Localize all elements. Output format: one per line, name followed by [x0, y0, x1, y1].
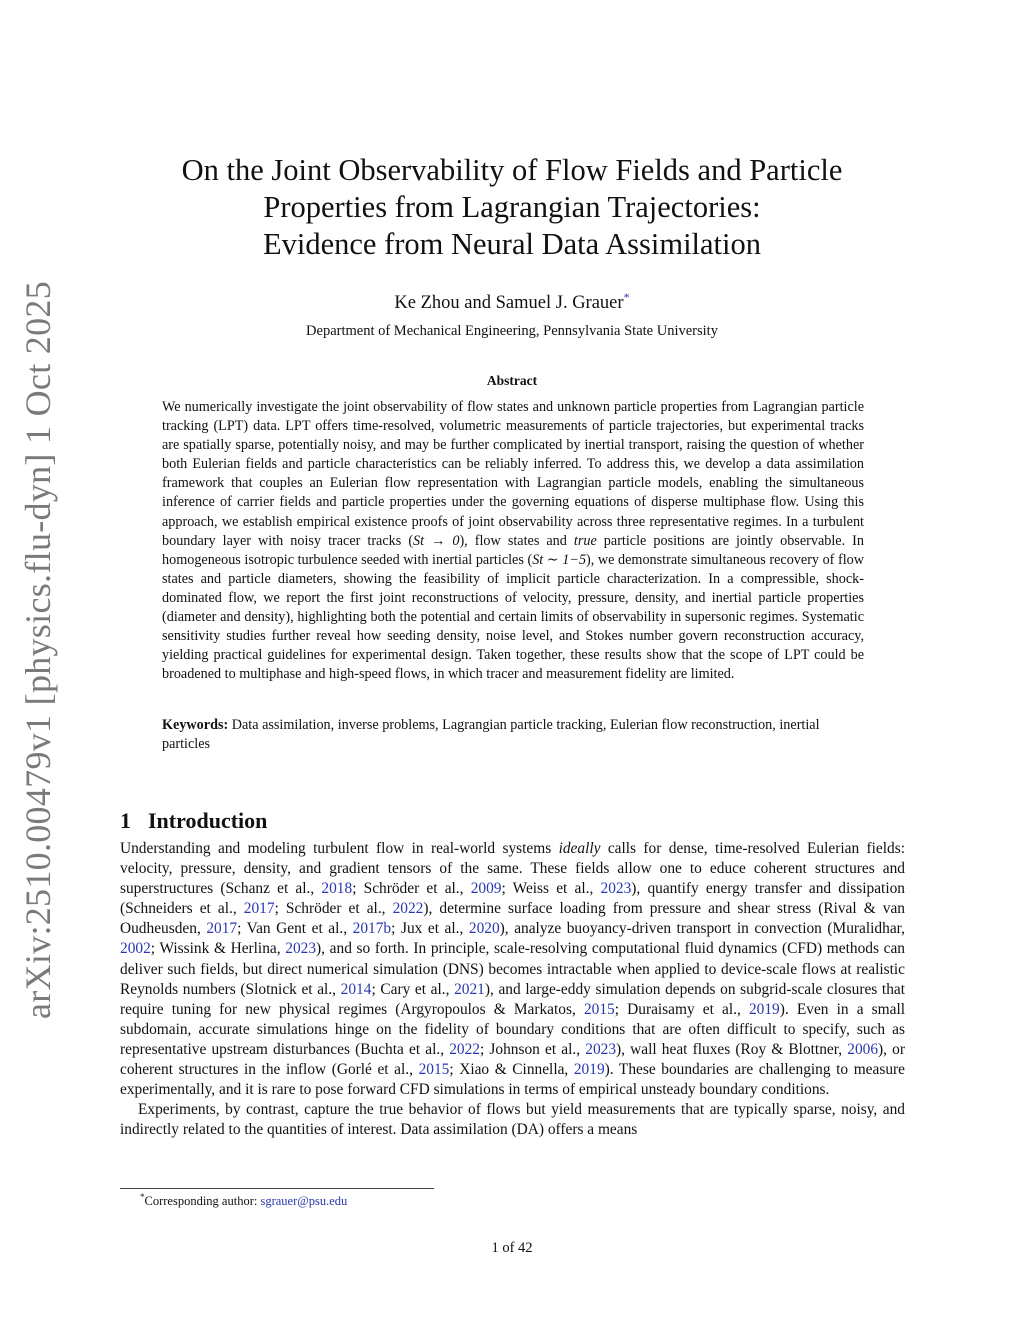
author-names: Ke Zhou and Samuel J. Grauer: [394, 293, 624, 314]
footnote: [140, 1192, 347, 1209]
title-line: On the Joint Observability of Flow Fields and Particle: [181, 153, 843, 187]
title-line: Properties from Lagrangian Trajectories:: [263, 190, 761, 224]
citation-link[interactable]: 2023: [585, 1040, 617, 1058]
citation-link[interactable]: 2022: [449, 1040, 480, 1058]
text-run: ; Duraisamy et al.,: [614, 1000, 749, 1018]
introduction-body: [120, 839, 905, 1140]
text-run: ), wall heat fluxes (Roy & Blottner,: [616, 1040, 848, 1058]
citation-link[interactable]: 2006: [847, 1040, 879, 1058]
paragraph: Experiments, by contrast, capture the true behavior of flows but yield measurements that are typically sparse, noisy, and indirectly related to the quantities of interest. Data assimilation (DA) offers a means: [120, 1101, 905, 1139]
abstract-body: [162, 398, 864, 684]
emphasis-ideally: ideally: [558, 840, 601, 857]
text-run: Understanding and modeling turbulent flow in real-world systems: [120, 840, 559, 857]
citation-link[interactable]: 2021: [454, 980, 485, 998]
citation-link[interactable]: 2017: [243, 900, 275, 918]
keywords: [162, 716, 864, 754]
citation-link[interactable]: 2018: [321, 880, 353, 898]
text-run: ; Xiao & Cinnella,: [449, 1061, 574, 1079]
text-run: ), analyze buoyancy-driven transport in convection (Muralidhar,: [499, 920, 905, 938]
keywords-label: Keywords:: [162, 717, 229, 733]
text-run: ), and large-eddy simulation depends on subgrid-scale closures that require tuning for new physical regimes (Argyropoulos & Markatos,: [120, 980, 906, 1018]
footnote-label: Corresponding author:: [144, 1194, 261, 1209]
citation-link[interactable]: 2023: [285, 940, 317, 958]
title-line: Evidence from Neural Data Assimilation: [262, 227, 762, 261]
citation-link[interactable]: 2015: [583, 1000, 615, 1018]
citation-link[interactable]: 2023: [600, 880, 632, 898]
section-title: Introduction: [148, 808, 268, 833]
text-run: ). These boundaries are challenging to measure experimentally, and it is rare to pose forward CFD simulations in terms of empirical unsteady boundary conditions.: [120, 1061, 905, 1099]
citation-link[interactable]: 2020: [468, 920, 500, 938]
citation-link[interactable]: 2019: [748, 1000, 780, 1018]
section-number: 1: [120, 808, 131, 833]
text-run: ; Jux et al.,: [391, 920, 469, 938]
page-number: 1 of 42: [491, 1240, 533, 1256]
paper-title: [120, 152, 904, 263]
arxiv-stamp-container: [0, 0, 62, 1325]
text-run: calls for dense, time-resolved Eulerian fields: velocity, pressure, density, and gradient tensors of the same. These fields allow one to educe coherent structures and superstructures (Schanz et al.,: [120, 840, 905, 898]
email-link[interactable]: sgrauer@psu.edu: [260, 1194, 348, 1209]
emphasis-true: true: [573, 532, 597, 549]
citation-link[interactable]: 2015: [418, 1061, 450, 1079]
text-run: ; Wissink & Herlina,: [150, 940, 286, 958]
abstract-text: We numerically investigate the joint observability of flow states and unknown particle properties from Lagrangian particle tracking (LPT) data. LPT offers time-resolved, volumetric measurements of particle trajectories, but experimental tracks are spatially sparse, potentially noisy, and may be further complicated by inertial transport, raising the question of whether both Eulerian fields and particle characteristics can be reliably inferred. To address this, we develop a data assimilation framework that couples an Eulerian flow representation with Lagrangian particle models, enabling the simultaneous inference of carrier fields and particle properties under the governing equations of disperse multiphase flow. Using this approach, we establish empirical existence proofs of joint observability across three representative regimes. In a turbulent boundary layer with noisy tracer tracks (: [162, 399, 864, 549]
arxiv-stamp: arXiv:2510.00479v1 [physics.flu-dyn] 1 Oct 2025: [18, 280, 58, 1020]
abstract-text: ), we demonstrate simultaneous recovery of flow states and particle diameters, showing the feasibility of implicit particle characterization. In a compressible, shock-dominated flow, we report the first joint reconstructions of velocity, pressure, density, and inertial particle properties (diameter and density), highlighting both the potential and certain limits of observability in supersonic regimes. Systematic sensitivity studies further reveal how seeding density, noise level, and Stokes number govern reconstruction accuracy, yielding practical guidelines for experimental design. Taken together, these results show that the scope of LPT could be broadened to multiphase and high-speed flows, in which tracer and measurement fidelity are limited.: [162, 551, 864, 683]
math-stokes-tracer: St → 0: [413, 532, 460, 549]
citation-link[interactable]: 2014: [340, 980, 372, 998]
text-run: ; Schröder et al.,: [352, 880, 471, 898]
keywords-list: Data assimilation, inverse problems, Lagrangian particle tracking, Eulerian flow reconstruction, inertial particles: [162, 717, 820, 753]
paragraph: [120, 839, 905, 1100]
text-run: ), quantify energy transfer and dissipation (Schneiders et al.,: [120, 880, 906, 918]
citation-link[interactable]: 2019: [573, 1061, 605, 1079]
affiliation: Department of Mechanical Engineering, Pennsylvania State University: [306, 323, 718, 339]
text-run: ; Cary et al.,: [371, 980, 455, 998]
text-run: ), determine surface loading from pressure and shear stress (Rival & van Oudheusden,: [120, 900, 905, 938]
text-run: ; Weiss et al.,: [501, 880, 601, 898]
text-run: ; Schröder et al.,: [274, 900, 393, 918]
text-run: ; Johnson et al.,: [479, 1040, 586, 1058]
text-run: ), or coherent structures in the inflow (Gorlé et al.,: [120, 1040, 905, 1079]
footnote-divider: [120, 1188, 434, 1189]
math-stokes-inertial: St ∼ 1−5: [532, 551, 587, 568]
citation-text: 2017b: [352, 920, 392, 938]
abstract-heading: Abstract: [486, 373, 538, 388]
abstract-text: ), flow states and: [459, 532, 574, 549]
section-heading: [120, 808, 267, 834]
citation-link[interactable]: 2009: [470, 880, 502, 898]
text-run: ; Van Gent et al.,: [237, 920, 353, 938]
text-run: ), and so forth. In principle, scale-resolving computational fluid dynamics (CFD) methods can deliver such fields, but direct numerical simulation (DNS) becomes intractable when applied to device-scale flows at realistic Reynolds numbers (Slotnick et al.,: [120, 940, 905, 998]
text-run: ). Even in a small subdomain, accurate simulations hinge on the fidelity of boundary conditions that are often difficult to specify, such as representative upstream disturbances (Buchta et al.,: [120, 1000, 906, 1058]
citation-link[interactable]: 2017: [206, 920, 238, 938]
footnote-mark: *: [140, 1192, 145, 1202]
abstract-text: particle positions are jointly observable. In homogeneous isotropic turbulence seeded with inertial particles (: [162, 532, 864, 568]
citation-link[interactable]: [353, 920, 391, 937]
corresponding-author-link[interactable]: *: [623, 290, 630, 304]
citation-link[interactable]: 2022: [392, 900, 424, 918]
citation-link[interactable]: 2002: [120, 940, 151, 958]
authors: [120, 290, 904, 314]
